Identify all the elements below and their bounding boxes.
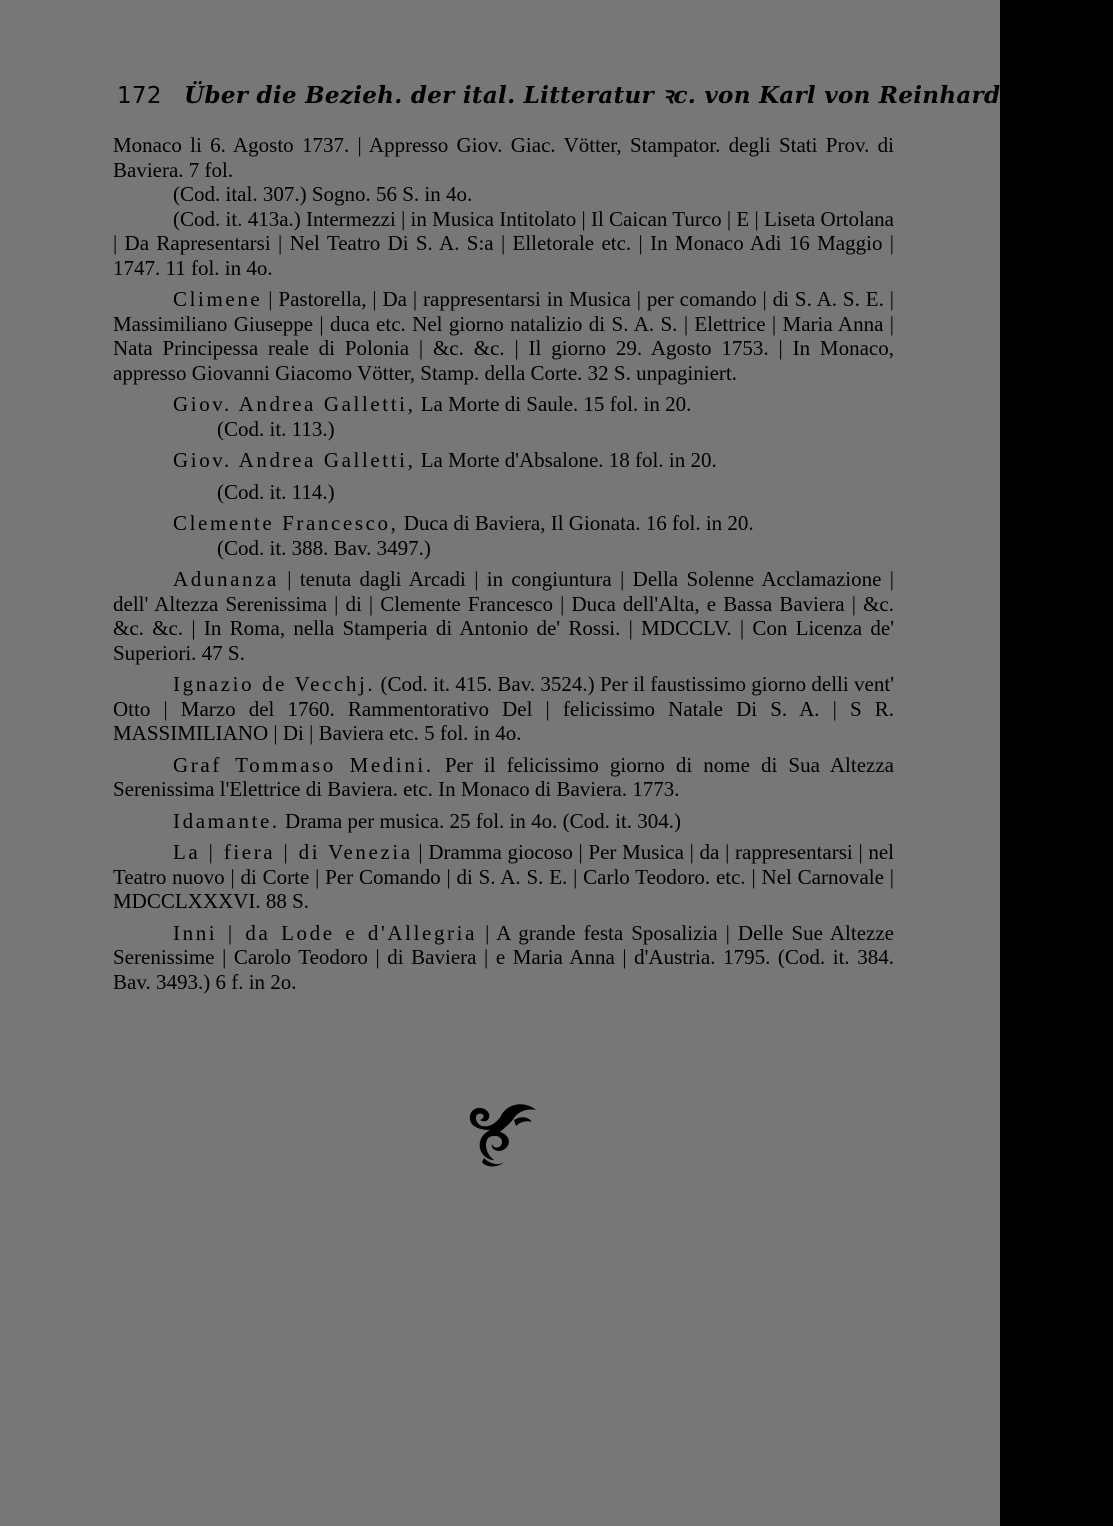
entry-13: Idamante. Drama per musica. 25 fol. in 4o. (Cod. it. 304.) (173, 808, 682, 833)
catalog-entries (113, 133, 894, 994)
entry-11: Ignazio de Vecchj. (Cod. it. 415. Bav. 3524.) Per il faustissimo giorno delli vent' Otto | Marzo del 1760. Rammentorativo Del | felicissimo Natale Di S. A. | S R. MASSIMILIANO | Di | Baviera etc. 5 fol. in 4o. (113, 672, 894, 745)
page-number: 172 (117, 83, 162, 109)
entry-15: Inni | da Lode e d'Allegria | A grande festa Sposalizia | Delle Sue Altezze Serenissime | Carolo Teodoro | di Baviera | e Maria Anna | d'Austria. 1795. (Cod. it. 384. Bav. 3493.) 6 f. in 2o. (113, 920, 894, 994)
entry-3: Climene | Pastorella, | Da | rappresentarsi in Musica | per comando | di S. A. S. E. | Massimiliano Giuseppe | duca etc. Nel giorno natalizio di S. A. S. | Elettrice | Maria Anna | Nata Principessa reale di Polonia | &c. &c. | Il giorno 29. Agosto 1753. | In Monaco, appresso Giovanni Giacomo Vötter, Stamp. della Corte. 32 S. unpaginiert. (113, 287, 894, 385)
running-header (117, 78, 1113, 110)
entry-7: (Cod. it. 114.) (217, 479, 335, 504)
entry-5: (Cod. it. 113.) (217, 416, 335, 441)
entry-9: (Cod. it. 388. Bav. 3497.) (217, 535, 431, 560)
entry-8: Clemente Francesco, Duca di Baviera, Il Gionata. 16 fol. in 20. (173, 511, 754, 535)
entry-12: Graf Tommaso Medini. Per il felicissimo giorno di nome di Sua Altezza Serenissima l'Elettrice di Baviera. etc. In Monaco di Baviera. 1773. (113, 752, 894, 801)
entry-1: (Cod. ital. 307.) Sogno. 56 S. in 4o. (173, 182, 473, 206)
fleuron-ornament-icon (464, 1098, 542, 1170)
entry-0: Monaco li 6. Agosto 1737. | Appresso Giov. Giac. Vötter, Stampator. degli Stati Prov. di Baviera. 7 fol. (113, 133, 894, 182)
entry-2: (Cod. it. 413a.) Intermezzi | in Musica Intitolato | Il Caican Turco | E | Liseta Ortolana | Da Rapresentarsi | Nel Teatro Di S. A. S:a | Elletorale etc. | In Monaco Adi 16 Maggio | 1747. 11 fol. in 4o. (113, 206, 894, 280)
entry-10: Adunanza | tenuta dagli Arcadi | in congiuntura | Della Solenne Acclamazione | dell' Altezza Serenissima | di | Clemente Francesco | Duca dell'Alta, e Bassa Baviera | &c. &c. &c. | In Roma, nella Stamperia di Antonio de' Rossi. | MDCCLV. | Con Licenza de' Superiori. 47 S. (113, 567, 894, 665)
entry-14: La | fiera | di Venezia | Dramma giocoso | Per Musica | da | rappresentarsi | nel Teatro nuovo | di Corte | Per Comando | di S. A. S. E. | Carlo Teodoro. etc. | Nel Carnovale | MDCCLXXXVI. 88 S. (113, 840, 895, 913)
entry-4: Giov. Andrea Galletti, La Morte di Saule. 15 fol. in 20. (173, 392, 692, 416)
running-title: Über die Bezieh. der ital. Litteratur ꝛc. von Karl von Reinhardstöttner. (184, 82, 1113, 109)
entry-6: Giov. Andrea Galletti, La Morte d'Absalone. 18 fol. in 20. (173, 448, 717, 472)
